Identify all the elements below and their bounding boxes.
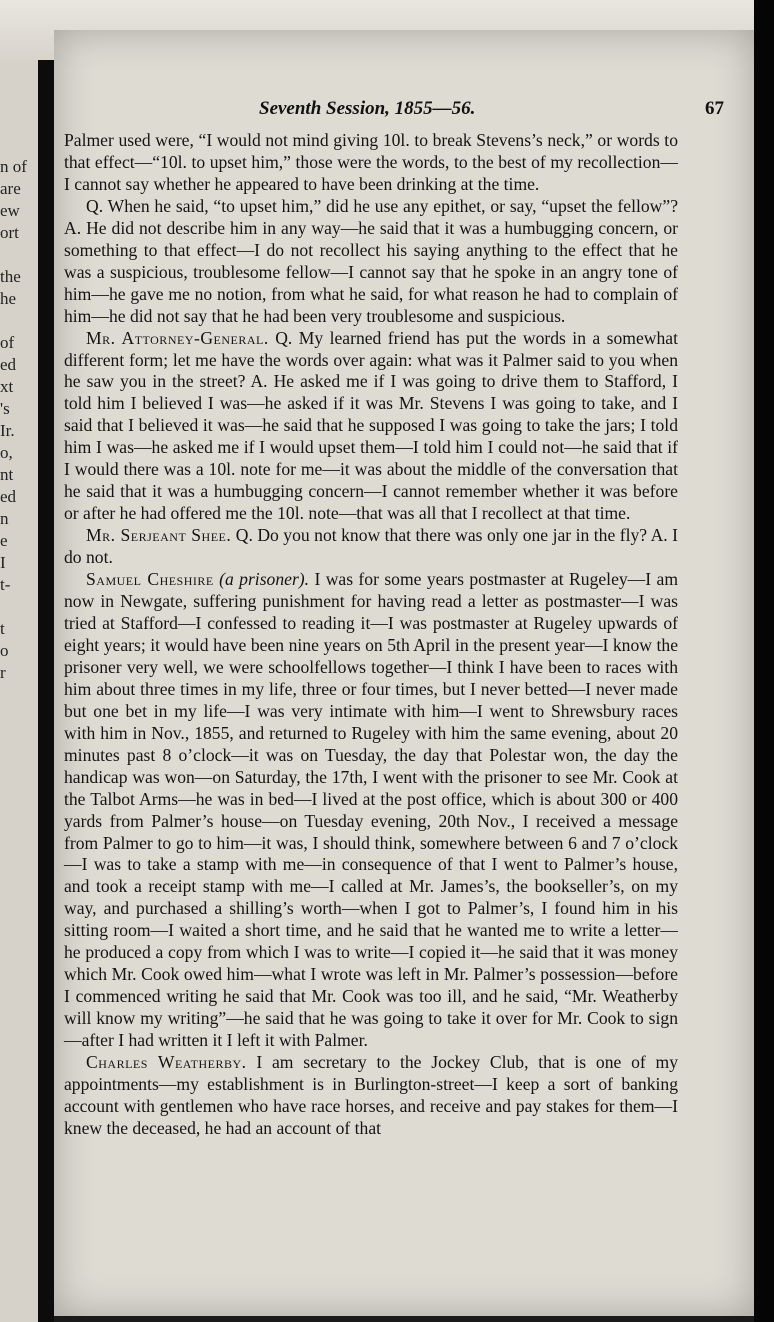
margin-fragment	[0, 596, 38, 618]
speaker-name: Charles Weatherby.	[86, 1052, 247, 1073]
margin-fragment: ed	[0, 355, 17, 374]
paragraph-text: I was for some years postmaster at Rugeley—I am now in Newgate, suffering punishment for having read a letter as postmaster—I was tried at Stafford—I confessed to reading it—I was postmaster at Rugeley upwards of eight years; it would have been nine years on 5th April in the present year—I know the prisoner very well, we were schoolfellows together—I think I have been to races with him about three times in my life, three or four times, but I never betted—I never made but one bet in my life—I was very intimate with him—I went to Shrewsbury races with him in Nov., 1855, and returned to Rugeley with him the same evening, about 20 minutes past 8 o’clock—it was on Tuesday, the day that Polestar won, the day the handicap was won—on Saturday, the 17th, I went with the prisoner to see Mr. Cook at the Talbot Arms—he was in bed—I lived at the post office, which is about 300 or 400 yards from Palmer’s house—on Tuesday evening, 20th Nov., I received a message from Palmer to go to him—it was, I should think, somewhere between 6 and 7 o’clock—I was to take a stamp with me—in consequence of that I went to Palmer’s house, and took a receipt stamp with me—I called at Mr. James’s, the bookseller’s, on my way, and purchased a shilling’s worth—when I got to Palmer’s, I found him in his sitting room—I waited a short time, and he said that he wanted me to write a letter—he produced a copy from which I was to write—I copied it—he said that it was money which Mr. Cook owed him—what I wrote was left in Mr. Palmer’s possession—before I commenced writing he said that Mr. Cook was too ill, and he said, “Mr. Weatherby will know my writing”—he said that he was going to take it over for Mr. Cook to sign—after I had written it I left it with Palmer.	[64, 569, 678, 1051]
speaker-name: Mr. Attorney-General.	[86, 327, 269, 348]
book-gutter	[38, 60, 54, 1322]
margin-fragment: n	[0, 509, 9, 528]
margin-fragment: r	[0, 663, 6, 682]
paragraph-text: I am secretary to the Jockey Club, that is one of my appointments—my establishment is in Burlington-street—I keep a sort of banking account with gentlemen who have race horses, and receive and pay stakes for them—I knew the deceased, he had an account of that	[64, 1052, 679, 1138]
paragraph	[64, 196, 678, 328]
page-body	[64, 130, 678, 1140]
paragraph	[64, 130, 678, 196]
running-title: Seventh Session, 1855—56.	[259, 98, 476, 119]
margin-fragment	[0, 244, 38, 266]
paragraph-text: Q. When he said, “to upset him,” did he use any epithet, or say, “upset the fellow”? A. He did not describe him in any way—he said that it was a humbugging concern, or something to that effect—I do not recollect his saying anything to the effect that he was a suspicious, troublesome fellow—I cannot say that he spoke in an angry tone of him—he gave me no notion, from what he said, for what reason he had to complain of him—he did not say that he had been very troublesome and suspicious.	[64, 195, 678, 326]
margin-fragment: n of	[0, 157, 27, 176]
margin-fragment: o,	[0, 443, 13, 462]
margin-fragment: are	[0, 179, 21, 198]
paragraph	[64, 569, 678, 1052]
speaker-note: (a prisoner).	[219, 569, 310, 590]
book-page	[54, 30, 754, 1316]
margin-fragment: t-	[0, 575, 11, 594]
margin-fragment: of	[0, 333, 15, 352]
paragraph-text: Q. Do you not know that there was only one jar in the fly? A. I do not.	[64, 525, 678, 568]
margin-fragment: t	[0, 619, 5, 638]
paragraph-text: Q. My learned friend has put the words in a somewhat different form; let me have the words over again: what was it Palmer said to you when he saw you in the street? A. He asked me if I was going to drive them to Stafford, I told him I believed I was—he asked if it was Mr. Stevens I was going to take, and I said that I believed it was—he said that he supposed I was going to take the jars; I told him I was—he asked me if I would upset them—I told him I could not—he said that if I would there was a 10l. note for me—it was about the middle of the conversation that he said that it was a humbugging concern—I cannot remember whether it was before or after he had offered me the 10l. note—that was all that I recollect at that time.	[64, 327, 678, 524]
margin-fragment: ed	[0, 487, 17, 506]
margin-fragment: 's	[0, 399, 10, 418]
page-number: 67	[705, 98, 724, 119]
scan-right-edge	[754, 0, 774, 1322]
paragraph	[64, 1052, 678, 1140]
margin-fragment: nt	[0, 465, 14, 484]
margin-fragment: e	[0, 531, 8, 550]
margin-fragment: ort	[0, 223, 19, 242]
margin-fragment: o	[0, 641, 9, 660]
paragraph	[64, 525, 678, 569]
margin-fragment: Ir.	[0, 421, 15, 440]
page-header	[54, 98, 754, 124]
margin-fragment: he	[0, 289, 17, 308]
margin-fragment: the	[0, 267, 21, 286]
speaker-name: Mr. Serjeant Shee.	[86, 525, 232, 546]
margin-fragment: ew	[0, 201, 20, 220]
paragraph	[64, 328, 678, 526]
speaker-name: Samuel Cheshire	[86, 569, 214, 590]
margin-fragment	[0, 310, 38, 332]
paragraph-text: Palmer used were, “I would not mind giving 10l. to break Stevens’s neck,” or words to that effect—“10l. to upset him,” those were the words, to the best of my recollection—I cannot say whether he appeared to have been drinking at the time.	[64, 130, 678, 194]
margin-fragment: I	[0, 553, 6, 572]
margin-fragment: xt	[0, 377, 14, 396]
adjacent-page-edge	[0, 60, 38, 1322]
